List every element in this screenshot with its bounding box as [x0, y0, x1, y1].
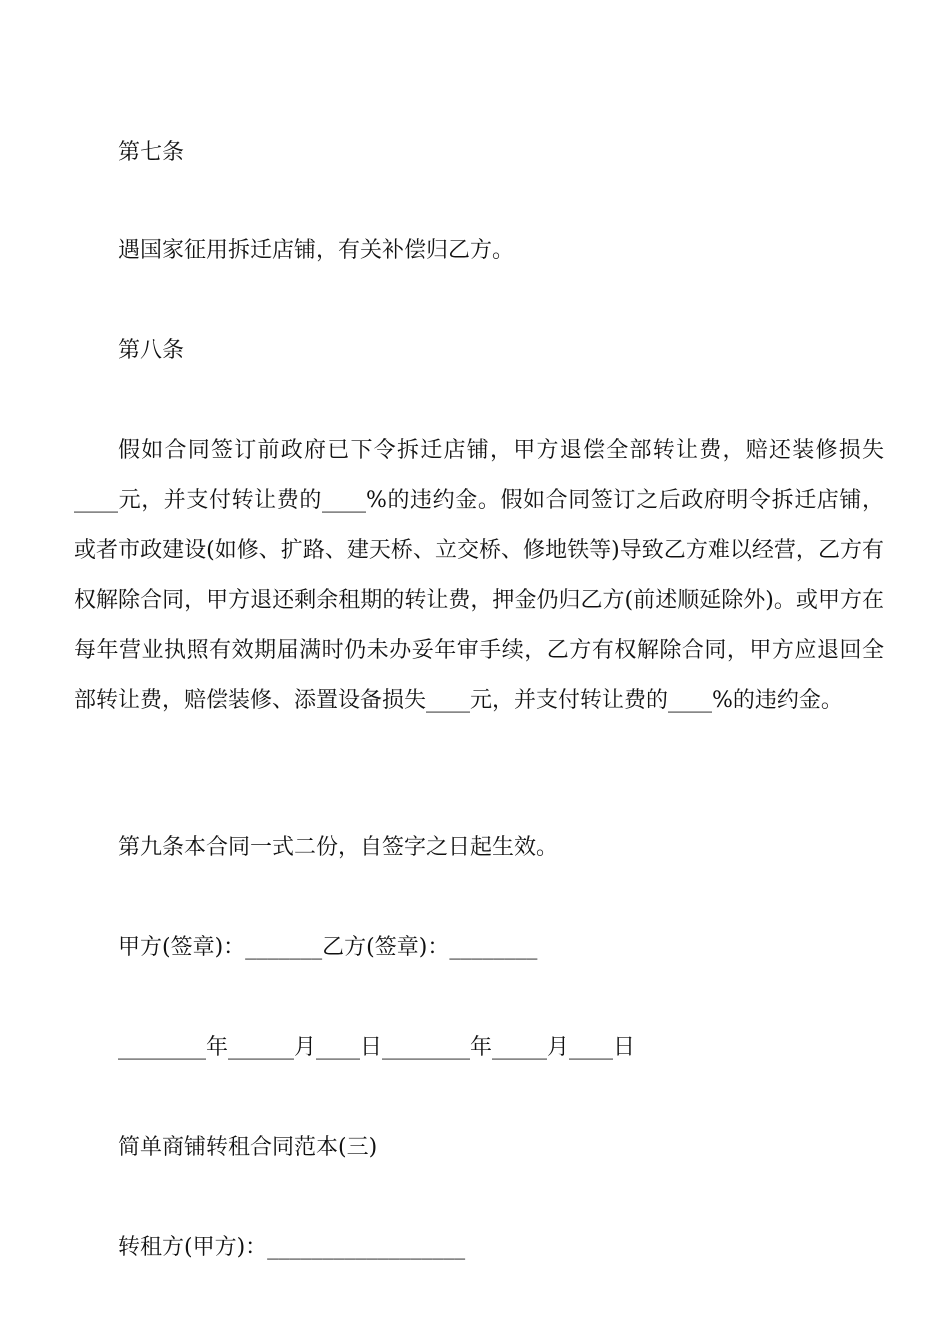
date-line: ________年______月____日________年_____月____日 — [118, 1035, 636, 1060]
template-title: 简单商铺转租合同范本(三) — [118, 1135, 378, 1160]
article-9: 第九条本合同一式二份，自签字之日起生效。 — [118, 835, 559, 860]
sublessor-line: 转租方(甲方)：__________________ — [118, 1235, 466, 1260]
article-8-heading: 第八条 — [118, 338, 185, 363]
article-8-body: 假如合同签订前政府已下令拆迁店铺，甲方退偿全部转让费，赔还装修损失____元，并支付转让费的____%的违约金。假如合同签订之后政府明令拆迁店铺，或者市政建设(如修、扩路、建天桥、立交桥、修地铁等)导致乙方难以经营，乙方有权解除合同，甲方退还剩余租期的转让费，押金仍归乙方(前述顺延除外)。或甲方在每年营业执照有效期届满时仍未办妥年审手续，乙方有权解除合同，甲方应退回全部转让费，赔偿装修、添置设备损失____元，并支付转让费的____%的违约金。 — [74, 438, 884, 713]
signature-line: 甲方(签章)：_______乙方(签章)：________ — [118, 935, 538, 960]
article-7-body: 遇国家征用拆迁店铺，有关补偿归乙方。 — [118, 238, 515, 263]
article-7-heading: 第七条 — [118, 140, 185, 165]
